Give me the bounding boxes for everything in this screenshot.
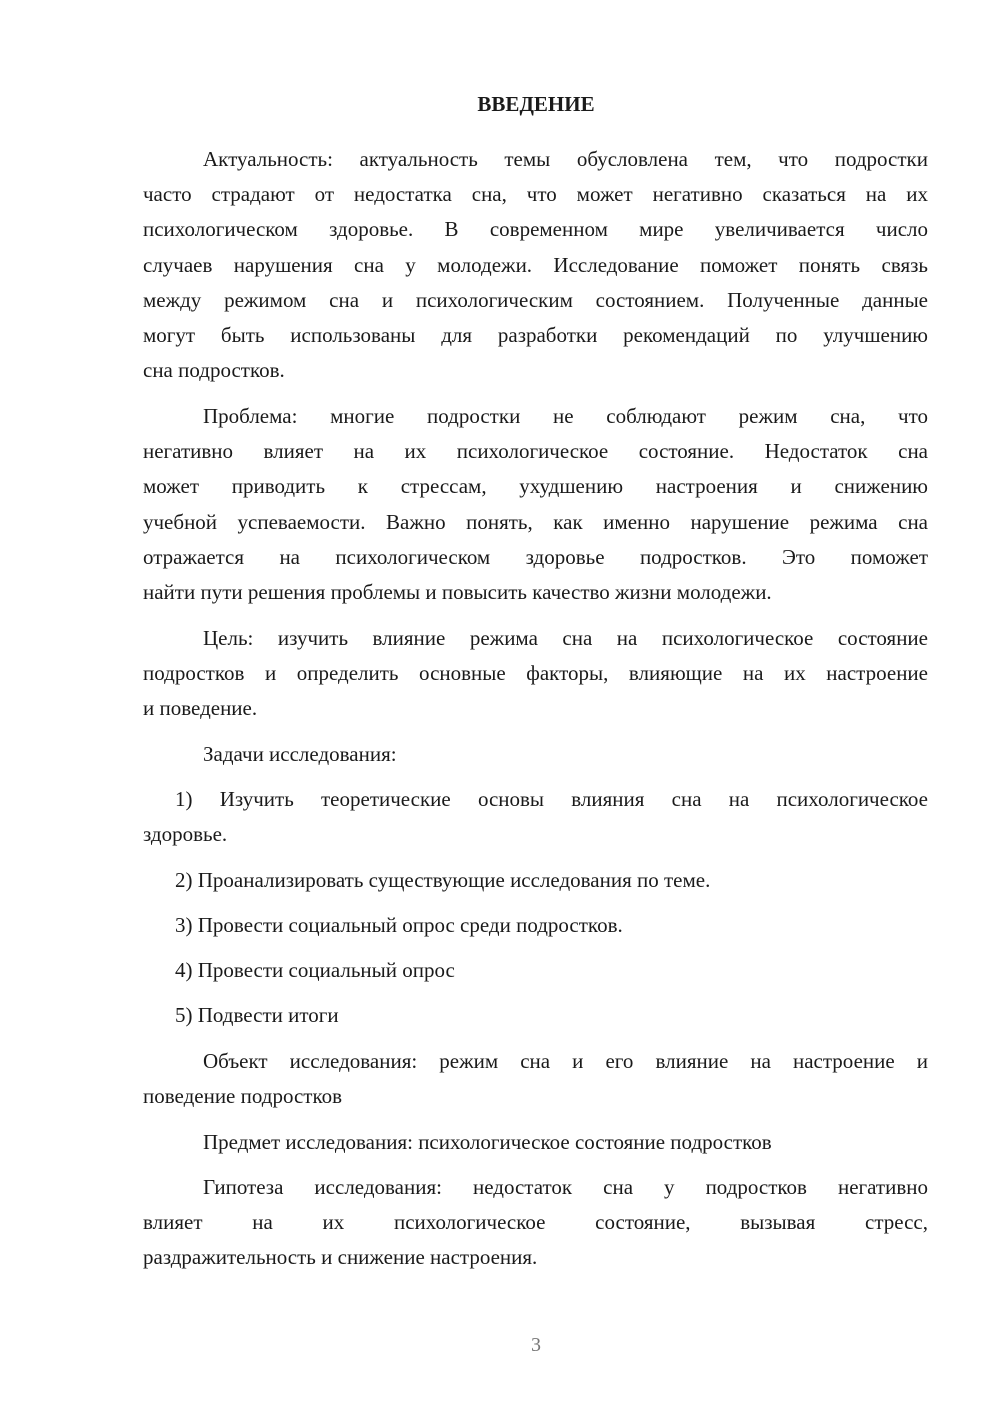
text-line: может приводить к стрессам, ухудшению настроения и снижению bbox=[143, 474, 928, 499]
task-item bbox=[143, 998, 928, 1033]
text-line: 4) Провести социальный опрос bbox=[175, 958, 455, 982]
text-line: 5) Подвести итоги bbox=[175, 1003, 339, 1027]
text-line: Предмет исследования: психологическое состояние подростков bbox=[203, 1130, 772, 1154]
paragraph-hypothesis bbox=[143, 1170, 928, 1276]
text-line: сна подростков. bbox=[143, 358, 285, 383]
text-line: негативно влияет на их психологическое состояние. Недостаток сна bbox=[143, 439, 928, 464]
paragraph-object bbox=[143, 1044, 928, 1114]
paragraph-relevance bbox=[143, 142, 928, 388]
text-line: психологическом здоровье. В современном мире увеличивается число bbox=[143, 217, 928, 242]
task-item bbox=[143, 782, 928, 852]
text-line: Проблема: многие подростки не соблюдают режим сна, что bbox=[203, 404, 928, 428]
text-line: здоровье. bbox=[143, 822, 228, 847]
text-line: 3) Провести социальный опрос среди подростков. bbox=[175, 913, 623, 937]
paragraph-problem bbox=[143, 399, 928, 610]
text-line: могут быть использованы для разработки рекомендаций по улучшению bbox=[143, 322, 928, 347]
text-line: 1) Изучить теоретические основы влияния сна на психологическое bbox=[175, 787, 928, 811]
task-item bbox=[143, 953, 928, 988]
text-line: раздражительность и снижение настроения. bbox=[143, 1245, 538, 1270]
text-line: Задачи исследования: bbox=[203, 742, 397, 766]
text-line: Гипотеза исследования: недостаток сна у подростков негативно bbox=[203, 1175, 928, 1199]
paragraph-tasks-heading bbox=[143, 737, 928, 772]
text-line: Актуальность: актуальность темы обусловлена тем, что подростки bbox=[203, 147, 928, 171]
text-line: часто страдают от недостатка сна, что может негативно сказаться на их bbox=[143, 182, 928, 207]
paragraph-subject bbox=[143, 1125, 928, 1160]
text-line: поведение подростков bbox=[143, 1084, 343, 1109]
text-line: влияет на их психологическое состояние, вызывая стресс, bbox=[143, 1210, 928, 1235]
paragraph-goal bbox=[143, 621, 928, 727]
text-line: учебной успеваемости. Важно понять, как именно нарушение режима сна bbox=[143, 509, 928, 534]
text-line: отражается на психологическом здоровье подростков. Это поможет bbox=[143, 544, 928, 569]
task-item bbox=[143, 908, 928, 943]
text-line: Цель: изучить влияние режима сна на психологическое состояние bbox=[203, 626, 928, 650]
text-line: 2) Проанализировать существующие исследования по теме. bbox=[175, 868, 711, 892]
task-item bbox=[143, 863, 928, 898]
text-line: между режимом сна и психологическим состоянием. Полученные данные bbox=[143, 287, 928, 312]
page-title: ВВЕДЕНИЕ bbox=[477, 92, 595, 116]
text-line: подростков и определить основные факторы, влияющие на их настроение bbox=[143, 661, 928, 686]
text-line: случаев нарушения сна у молодежи. Исследование поможет понять связь bbox=[143, 252, 928, 277]
text-line: найти пути решения проблемы и повысить качество жизни молодежи. bbox=[143, 579, 772, 604]
page-number: 3 bbox=[531, 1334, 541, 1356]
text-line: Объект исследования: режим сна и его влияние на настроение и bbox=[203, 1049, 928, 1073]
text-line: и поведение. bbox=[143, 696, 258, 721]
